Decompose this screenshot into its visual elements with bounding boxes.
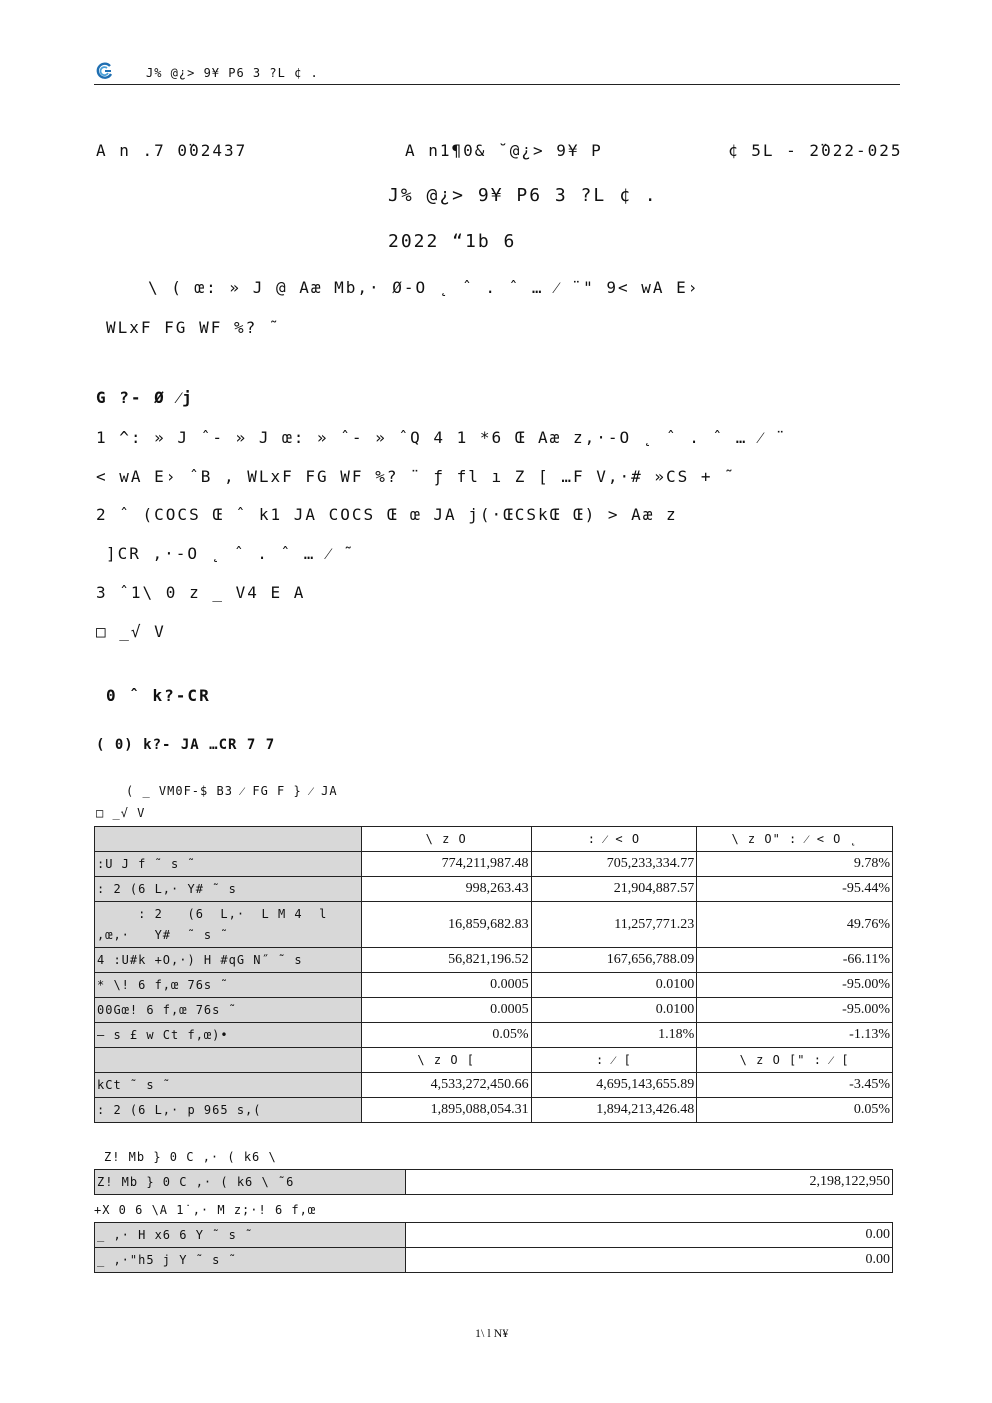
- table-header-cell: : ⁄ [: [531, 1048, 697, 1073]
- table-row: [95, 1170, 893, 1195]
- row-value: 0.00: [405, 1248, 892, 1273]
- current-period-value: 998,263.43: [361, 877, 531, 902]
- note-item-1: 1 ^: » J ˆ- » J œ: » ˆ- » ˆQ 4 1 *6 Œ Aæ z,·-O ˛ ˆ . ˆ … ⁄ ¨: [96, 428, 788, 447]
- table-header-cell: \ z O: [361, 827, 531, 852]
- row-label: * \! 6 f,œ 76s ˜: [95, 973, 362, 998]
- table-header-cell: [95, 827, 362, 852]
- intro-paragraph-line2: WLxF FG WF %? ˜: [106, 318, 281, 337]
- row-label: _ ,· H x6 6 Y ˜ s ˜: [95, 1223, 406, 1248]
- change-percent: 0.05%: [697, 1098, 893, 1123]
- restatement-note: ( _ VM0F-$ B3 ⁄ FG F } ⁄ JA: [126, 784, 338, 798]
- restatement-checkbox: □ _√ V: [96, 806, 146, 820]
- table-row: [95, 1098, 893, 1123]
- document-title: J% @¿> 9¥ P6 3 ?L ¢ .: [388, 185, 658, 206]
- row-label: 4 :U#k +O,·) H #qG N˝ ˜ s: [95, 948, 362, 973]
- row-value: 2,198,122,950: [405, 1170, 892, 1195]
- table-row: [95, 902, 893, 948]
- row-value: 0.00: [405, 1223, 892, 1248]
- prior-period-value: 705,233,334.77: [531, 852, 697, 877]
- audit-checkbox-line: □ _√ V: [96, 622, 166, 641]
- row-label: _ ,·"h5 j Y ˜ s ˜: [95, 1248, 406, 1273]
- prior-period-value: 0.0100: [531, 998, 697, 1023]
- note-item-3: 3 ˆ1\ 0 z _ V4 E A: [96, 583, 306, 602]
- change-percent: -95.44%: [697, 877, 893, 902]
- current-period-value: 0.0005: [361, 973, 531, 998]
- row-label: :U J f ˜ s ˜: [95, 852, 362, 877]
- table-header-row: [95, 827, 893, 852]
- preferred-dividend-note: +X 0 6 \A 1˙,· M z;·! 6 f,œ: [94, 1203, 317, 1217]
- table-header-cell: \ z O [: [361, 1048, 531, 1073]
- note-item-2: 2 ˆ (COCS Œ ˆ k1 JA COCS Œ œ JA j(·ŒCSkŒ Œ) > Aæ z: [96, 505, 678, 524]
- current-period-value: 0.05%: [361, 1023, 531, 1048]
- table-row: [95, 948, 893, 973]
- row-label: 00Gœ! 6 f,œ 76s ˜: [95, 998, 362, 1023]
- key-financial-data-table: [94, 826, 893, 1123]
- subsection-heading: ( 0) k?- JA …CR 7 7: [96, 737, 276, 753]
- share-capital-note: Z! Mb } 0 C ,· ( k6 \: [104, 1150, 277, 1164]
- section-heading-important-notes: G ?- Ø ⁄j: [96, 388, 194, 407]
- announcement-number: ¢ 5L - 2̈022-025: [728, 141, 903, 160]
- prior-period-value: 0.0100: [531, 973, 697, 998]
- share-capital-table: [94, 1169, 893, 1195]
- period-end-value: 1,895,088,054.31: [361, 1098, 531, 1123]
- prior-period-value: 21,904,887.57: [531, 877, 697, 902]
- header-title: J% @¿> 9¥ P6 3 ?L ¢ .: [146, 66, 319, 80]
- change-percent: -1.13%: [697, 1023, 893, 1048]
- table-row: [95, 1248, 893, 1273]
- stock-short-name: A n1¶0& ˘@¿> 9¥ P: [405, 141, 603, 160]
- document-subtitle: 2022 “1b 6: [388, 231, 517, 252]
- table-header-cell: \ z O" : ⁄ < O ˛: [697, 827, 893, 852]
- period-end-value: 4,533,272,450.66: [361, 1073, 531, 1098]
- table-row: [95, 1023, 893, 1048]
- table-row: [95, 998, 893, 1023]
- preferred-dividend-table: [94, 1222, 893, 1273]
- current-period-value: 56,821,196.52: [361, 948, 531, 973]
- row-label: — s £ w Ct f,œ)•: [95, 1023, 362, 1048]
- table-header-cell: : ⁄ < O: [531, 827, 697, 852]
- row-label: : 2 (6 L,· Y# ˜ s: [95, 877, 362, 902]
- row-label: : 2 (6 L,· p 965 s,(: [95, 1098, 362, 1123]
- current-period-value: 0.0005: [361, 998, 531, 1023]
- section-heading-financial-data: 0 ˆ k?-CR: [106, 686, 211, 705]
- prior-period-value: 11,257,771.23: [531, 902, 697, 948]
- table-row: [95, 973, 893, 998]
- table-row: [95, 852, 893, 877]
- prior-year-end-value: 1,894,213,426.48: [531, 1098, 697, 1123]
- change-percent: -95.00%: [697, 973, 893, 998]
- row-label: kCt ˜ s ˜: [95, 1073, 362, 1098]
- table-header-cell: [95, 1048, 362, 1073]
- note-item-1-cont: < wA E› ˆB , WLxF FG WF %? ¨ ƒ fl ı Z [ …F V,·# »CS + ˜: [96, 467, 736, 486]
- intro-paragraph-line1: \ ( œ: » J @ Aæ Mb,· Ø-O ˛ ˆ . ˆ … ⁄ ¨" 9< wA E›: [148, 278, 700, 297]
- prior-period-value: 1.18%: [531, 1023, 697, 1048]
- prior-year-end-value: 4,695,143,655.89: [531, 1073, 697, 1098]
- current-period-value: 16,859,682.83: [361, 902, 531, 948]
- change-percent: 9.78%: [697, 852, 893, 877]
- note-item-2-cont: ]CR ,·-O ˛ ˆ . ˆ … ⁄ ˜: [106, 544, 355, 563]
- change-percent: 49.76%: [697, 902, 893, 948]
- row-label: : 2 (6 L,· L M 4 l ,œ,· Y# ˜ s ˜: [95, 902, 362, 948]
- table-row: [95, 1073, 893, 1098]
- table-header-row: [95, 1048, 893, 1073]
- table-row: [95, 877, 893, 902]
- table-row: [95, 1223, 893, 1248]
- header-divider: [94, 84, 900, 85]
- change-percent: -3.45%: [697, 1073, 893, 1098]
- row-label: Z! Mb } 0 C ,· ( k6 \ ˜6: [95, 1170, 406, 1195]
- change-percent: -66.11%: [697, 948, 893, 973]
- current-period-value: 774,211,987.48: [361, 852, 531, 877]
- page-number: 1\ l N¥: [475, 1326, 509, 1340]
- stock-code: A n .7 0̈02437: [96, 141, 248, 160]
- prior-period-value: 167,656,788.09: [531, 948, 697, 973]
- company-logo-icon: [96, 62, 114, 80]
- table-header-cell: \ z O [" : ⁄ [: [697, 1048, 893, 1073]
- change-percent: -95.00%: [697, 998, 893, 1023]
